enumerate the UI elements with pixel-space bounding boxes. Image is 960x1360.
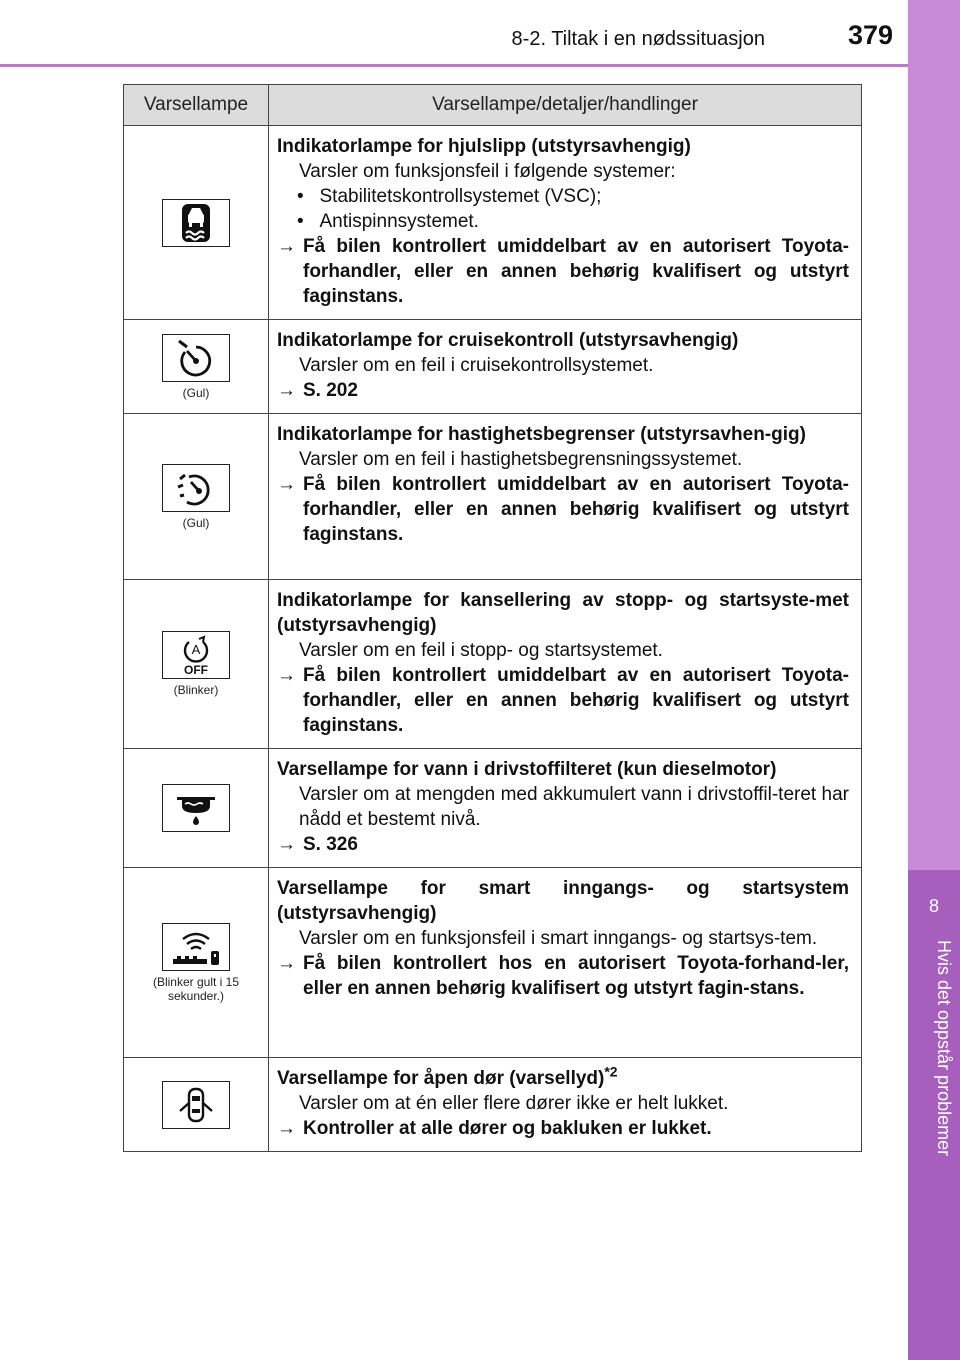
lamp-action-text: Få bilen kontrollert umiddelbart av en autorisert Toyota-forhandler, eller en annen behørig kvalifisert og utstyrt faginstans. <box>303 236 849 307</box>
lamp-description: Varsler om at mengden med akkumulert vann i drivstoffil-teret har nådd et bestemt nivå. <box>299 784 849 830</box>
header-divider <box>0 64 908 67</box>
lamp-description: Varsler om en feil i hastighetsbegrensningssystemet. <box>299 449 743 470</box>
fuel-filter-water-icon <box>162 784 230 832</box>
skid-indicator-icon <box>162 199 230 247</box>
chapter-number: 8 <box>928 896 939 916</box>
lamp-title-text: Varsellampe for åpen dør (varsellyd) <box>277 1068 605 1089</box>
lamp-action-text: Kontroller at alle dører og bakluken er lukket. <box>303 1118 712 1139</box>
open-door-icon <box>162 1081 230 1129</box>
lamp-caption: (Blinker) <box>173 683 219 697</box>
list-item <box>277 184 849 209</box>
stop-start-off-icon <box>162 631 230 679</box>
lamp-description-cell <box>269 580 862 749</box>
lamp-caption: (Blinker gult i 15 sekunder.) <box>152 974 240 1003</box>
lamp-icon-cell <box>124 868 269 1058</box>
lamp-action <box>277 472 849 547</box>
page-number: 379 <box>847 20 893 50</box>
section-title: 8-2. Tiltak i en nødssituasjon <box>511 28 765 50</box>
bullet: • <box>297 186 304 207</box>
column-header-lamp: Varsellampe <box>124 85 269 126</box>
table-row <box>124 580 862 749</box>
arrow-icon: → <box>277 834 296 855</box>
lamp-description: Varsler om at én eller flere dører ikke er helt lukket. <box>299 1093 729 1114</box>
lamp-caption: (Gul) <box>182 515 210 530</box>
cruise-control-icon <box>162 334 230 382</box>
lamp-action-text: Få bilen kontrollert umiddelbart av en autorisert Toyota-forhandler, eller en annen behørig kvalifisert og utstyrt faginstans. <box>303 665 849 736</box>
lamp-caption: (Gul) <box>182 385 210 400</box>
bullet: • <box>297 211 304 232</box>
lamp-action <box>277 378 849 403</box>
lamp-action <box>277 663 849 738</box>
lamp-action <box>277 234 849 309</box>
arrow-icon: → <box>277 1118 296 1139</box>
list-item-text: Antispinnsystemet. <box>319 211 479 232</box>
table-header-row <box>124 85 862 126</box>
table-row <box>124 1058 862 1152</box>
lamp-description-cell <box>269 1058 862 1152</box>
arrow-icon: → <box>277 380 296 401</box>
lamp-icon-cell <box>124 320 269 414</box>
arrow-icon: → <box>277 953 296 974</box>
lamp-description: Varsler om en feil i stopp- og startsystemet. <box>299 640 663 661</box>
lamp-description: Varsler om funksjonsfeil i følgende systemer: <box>299 161 676 182</box>
arrow-icon: → <box>277 665 296 686</box>
table-row <box>124 126 862 320</box>
svg-text:A: A <box>191 642 201 657</box>
lamp-action-text: Få bilen kontrollert hos en autorisert Toyota-forhand-ler, eller en annen behørig kvalifisert og utstyrt fagin-stans. <box>303 953 849 999</box>
lamp-action-text: S. 326 <box>303 834 358 855</box>
list-item-text: Stabilitetskontrollsystemet (VSC); <box>319 186 602 207</box>
table-row <box>124 414 862 580</box>
lamp-icon-cell <box>124 126 269 320</box>
column-header-details: Varsellampe/detaljer/handlinger <box>269 85 862 126</box>
chapter-sidebar <box>908 0 960 1360</box>
lamp-action-text: S. 202 <box>303 380 358 401</box>
lamp-title <box>277 1063 849 1091</box>
speed-limiter-icon <box>162 464 230 512</box>
lamp-description-cell <box>269 868 862 1058</box>
lamp-title: Indikatorlampe for kansellering av stopp- og startsyste-met (utstyrsavhengig) <box>277 590 849 636</box>
lamp-action <box>277 1116 849 1141</box>
lamp-description-cell <box>269 126 862 320</box>
lamp-description-cell <box>269 320 862 414</box>
smart-key-icon <box>162 923 230 971</box>
lamp-title: Indikatorlampe for cruisekontroll (utstyrsavhengig) <box>277 330 739 351</box>
lamp-title: Indikatorlampe for hjulslipp (utstyrsavhengig) <box>277 136 691 157</box>
chapter-title: Hvis det oppstår problemer <box>934 940 954 1157</box>
table-row <box>124 749 862 868</box>
lamp-icon-cell <box>124 414 269 580</box>
lamp-action-text: Få bilen kontrollert umiddelbart av en autorisert Toyota-forhandler, eller en annen behørig kvalifisert og utstyrt faginstans. <box>303 474 849 545</box>
lamp-title: Varsellampe for vann i drivstoffilteret (kun dieselmotor) <box>277 759 777 780</box>
lamp-description: Varsler om en feil i cruisekontrollsystemet. <box>299 355 654 376</box>
table-row <box>124 320 862 414</box>
warning-lamp-table <box>123 84 862 1152</box>
stop-start-off-label: OFF <box>184 663 208 677</box>
table-row <box>124 868 862 1058</box>
lamp-description-cell <box>269 749 862 868</box>
list-item <box>277 209 849 234</box>
lamp-title: Varsellampe for smart inngangs- og startsystem (utstyrsavhengig) <box>277 878 849 924</box>
page-header <box>0 0 905 62</box>
lamp-action <box>277 951 849 1001</box>
lamp-title: Indikatorlampe for hastighetsbegrenser (utstyrsavhen-gig) <box>277 424 806 445</box>
lamp-icon-cell <box>124 749 269 868</box>
lamp-icon-cell <box>124 580 269 749</box>
lamp-action <box>277 832 849 857</box>
lamp-description: Varsler om en funksjonsfeil i smart inngangs- og startsys-tem. <box>299 928 818 949</box>
footnote-marker: *2 <box>604 1063 618 1080</box>
lamp-description-cell <box>269 414 862 580</box>
lamp-icon-cell <box>124 1058 269 1152</box>
arrow-icon: → <box>277 474 296 495</box>
arrow-icon: → <box>277 236 296 257</box>
